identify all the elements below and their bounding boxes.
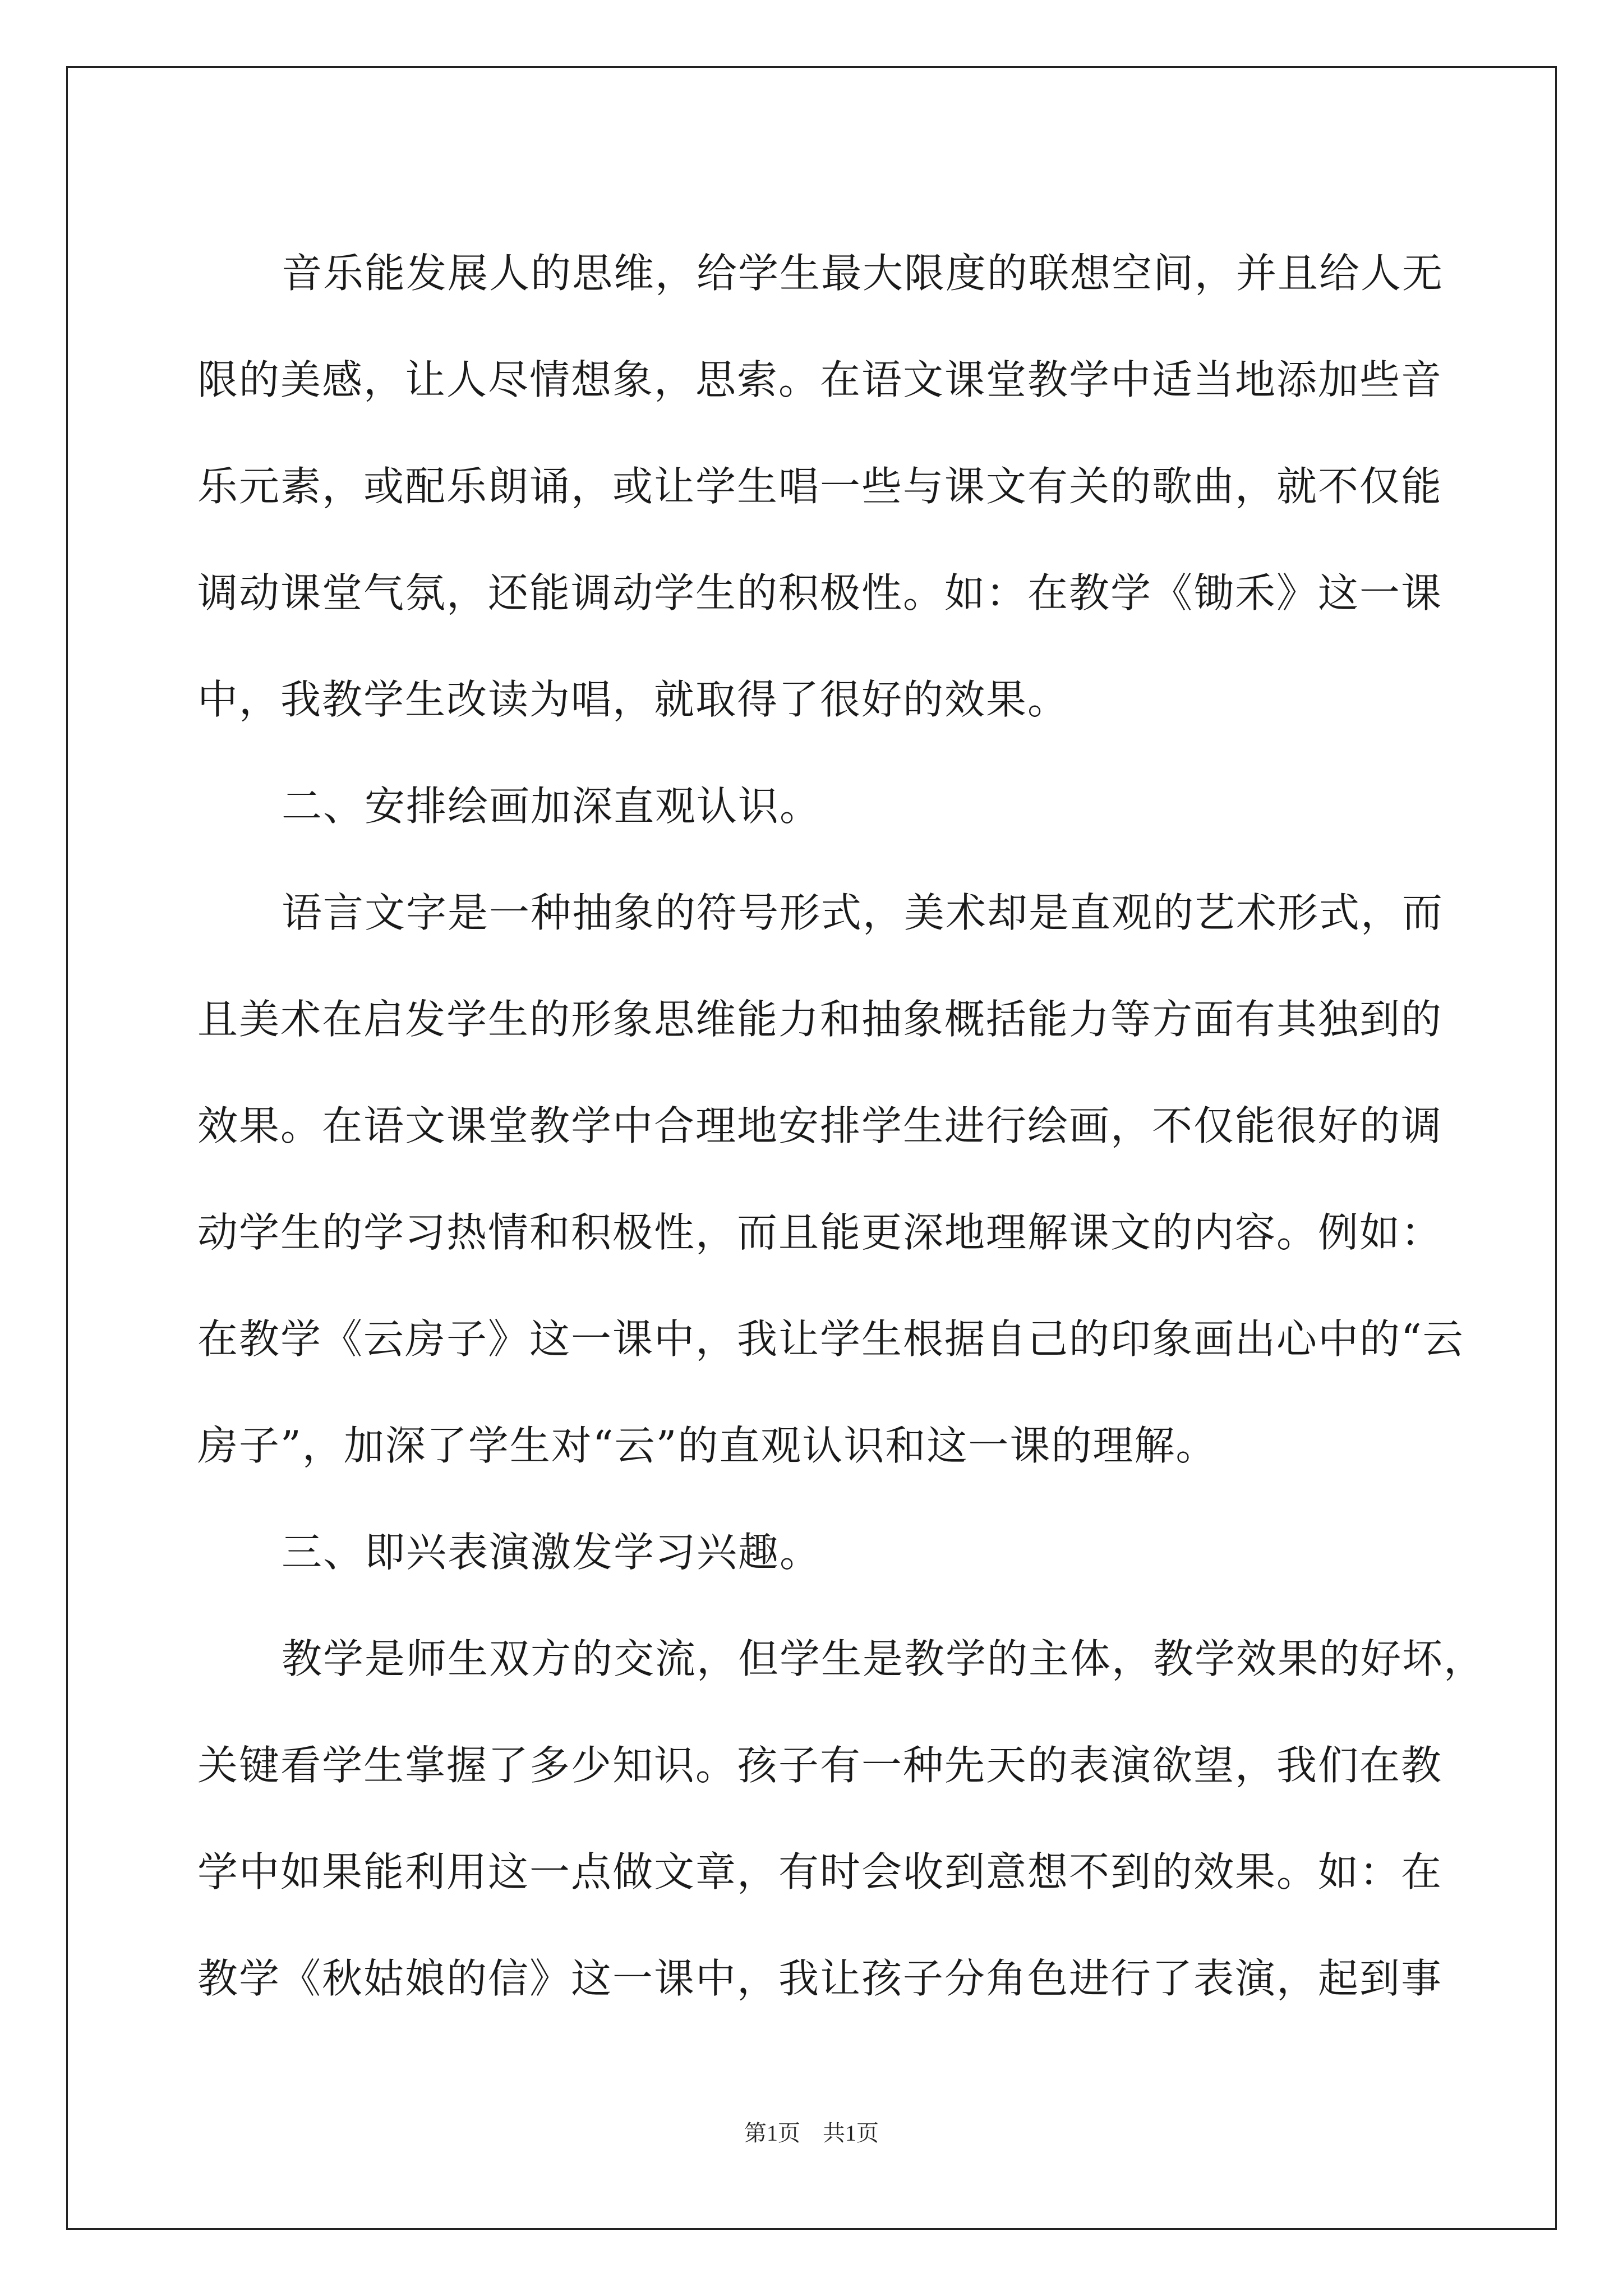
paragraph-2-line-5: 在教学《云房子》这一课中，我让学生根据自己的印象画出心中的“云	[197, 1315, 1464, 1363]
paragraph-1-line-5: 中，我教学生改读为唱，就取得了很好的效果。	[197, 676, 1069, 723]
section-heading-3: 三、即兴表演激发学习兴趣。	[282, 1529, 822, 1576]
paragraph-1-line-4: 调动课堂气氛，还能调动学生的积极性。如：在教学《锄禾》这一课	[197, 569, 1443, 616]
paragraph-2-line-2: 且美术在启发学生的形象思维能力和抽象概括能力等方面有其独到的	[197, 996, 1443, 1043]
page-footer: 第1页 共1页	[744, 2120, 879, 2146]
paragraph-3-line-4: 教学《秋姑娘的信》这一课中，我让孩子分角色进行了表演，起到事	[197, 1955, 1443, 2002]
paragraph-3-line-3: 学中如果能利用这一点做文章，有时会收到意想不到的效果。如：在	[197, 1848, 1443, 1895]
paragraph-3-line-2: 关键看学生掌握了多少知识。孩子有一种先天的表演欲望，我们在教	[197, 1742, 1443, 1789]
section-heading-2: 二、安排绘画加深直观认识。	[282, 783, 822, 830]
paragraph-1-line-3: 乐元素，或配乐朗诵，或让学生唱一些与课文有关的歌曲，就不仅能	[197, 463, 1443, 510]
paragraph-2-line-3: 效果。在语文课堂教学中合理地安排学生进行绘画，不仅能很好的调	[197, 1102, 1443, 1149]
paragraph-1-line-1: 音乐能发展人的思维，给学生最大限度的联想空间，并且给人无	[282, 250, 1444, 297]
paragraph-3-line-1: 教学是师生双方的交流，但学生是教学的主体，教学效果的好坏，	[282, 1635, 1486, 1682]
paragraph-2-line-4: 动学生的学习热情和积极性，而且能更深地理解课文的内容。例如：	[197, 1209, 1443, 1256]
paragraph-1-line-2: 限的美感，让人尽情想象，思索。在语文课堂教学中适当地添加些音	[197, 356, 1443, 403]
paragraph-2-line-6: 房子”，加深了学生对“云”的直观认识和这一课的理解。	[197, 1422, 1218, 1469]
document-body	[197, 220, 1486, 2032]
paragraph-2-line-1: 语言文字是一种抽象的符号形式，美术却是直观的艺术形式，而	[282, 889, 1444, 936]
